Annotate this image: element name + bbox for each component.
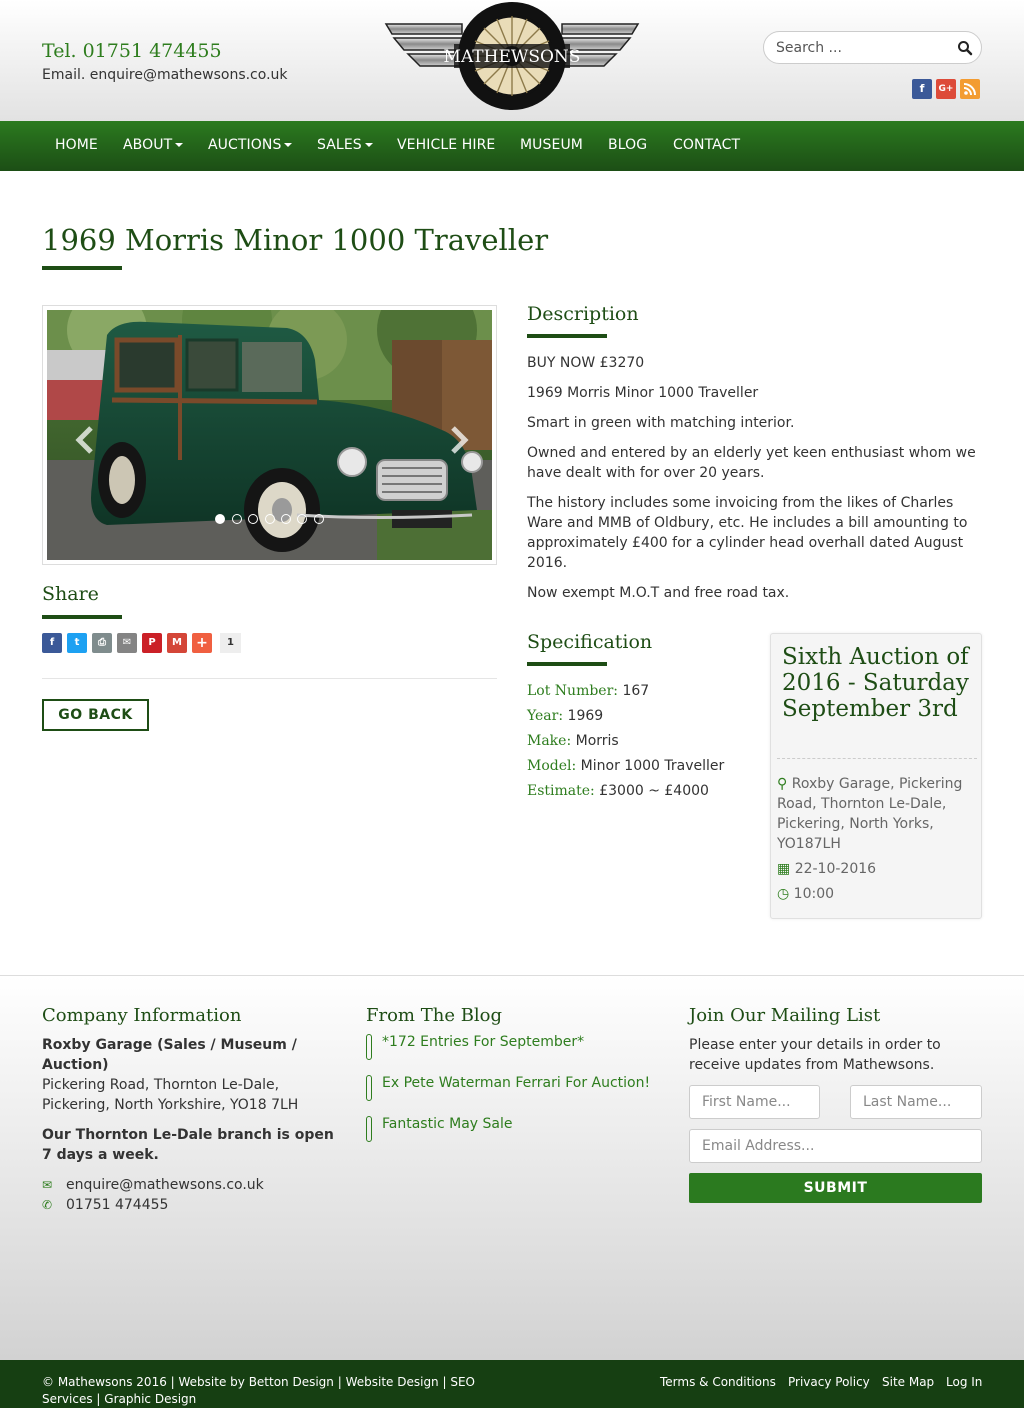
blog-item-marker	[366, 1116, 372, 1142]
clock-icon: ◷	[777, 886, 790, 902]
footer-email-row	[42, 1175, 342, 1195]
nav-home[interactable]	[55, 137, 98, 153]
site-header	[0, 0, 1024, 121]
mailing-list-text: Please enter your details in order to receive updates from Mathewsons.	[689, 1037, 941, 1073]
spec-model	[527, 756, 724, 776]
spec-label: Make:	[527, 733, 572, 749]
auction-time-text: 10:00	[793, 886, 835, 902]
opening-info: Our Thornton Le-Dale branch is open 7 days a week.	[42, 1127, 334, 1163]
page-title: 1969 Morris Minor 1000 Traveller	[42, 223, 549, 257]
description-paragraph: Smart in green with matching interior.	[527, 415, 795, 431]
description-paragraph: Owned and entered by an elderly yet keen enthusiast whom we have dealt with for over 20 years.	[527, 445, 976, 481]
go-back-button[interactable]: GO BACK	[42, 699, 149, 731]
share-print-icon[interactable]: ⎙	[92, 633, 112, 653]
share-facebook-icon[interactable]: f	[42, 633, 62, 653]
spec-year	[527, 706, 603, 726]
nav-blog-label: BLOG	[608, 137, 648, 153]
share-gmail-icon[interactable]: M	[167, 633, 187, 653]
specification-underline	[527, 662, 607, 666]
share-more-icon[interactable]: +	[192, 633, 212, 653]
description-paragraph: The history includes some invoicing from the likes of Charles Ware and MMB of Oldbury, etc. He includes a bill amounting to approximately £400 for a cylinder head overhall dated August 2016.	[527, 495, 968, 571]
first-name-input[interactable]	[689, 1085, 820, 1119]
spec-value: Morris	[575, 733, 619, 749]
spec-label: Estimate:	[527, 783, 595, 799]
auction-location	[777, 774, 977, 854]
spec-lot-number	[527, 681, 649, 701]
envelope-icon: ✉	[42, 1178, 53, 1192]
spec-value: Minor 1000 Traveller	[580, 758, 725, 774]
facebook-icon[interactable]: f	[912, 79, 932, 99]
carousel-prev-button[interactable]	[62, 410, 102, 470]
share-heading: Share	[42, 583, 99, 605]
bottom-bar	[0, 1360, 1024, 1408]
spec-value: 1969	[567, 708, 604, 724]
company-name: Roxby Garage (Sales / Museum / Auction)	[42, 1037, 297, 1073]
auction-info-box	[770, 633, 982, 919]
share-pinterest-icon[interactable]: P	[142, 633, 162, 653]
last-name-input[interactable]	[850, 1085, 982, 1119]
nav-vehicle-hire-label: VEHICLE HIRE	[397, 137, 496, 153]
spec-value: 167	[622, 683, 650, 699]
nav-about-label: ABOUT	[123, 137, 173, 153]
description-paragraph: Now exempt M.O.T and free road tax.	[527, 585, 790, 601]
blog-link[interactable]: Ex Pete Waterman Ferrari For Auction!	[382, 1075, 651, 1091]
blog-item-marker	[366, 1034, 372, 1060]
login-link[interactable]: Log In	[946, 1375, 983, 1389]
nav-blog[interactable]	[608, 137, 647, 153]
copyright-text: © Mathewsons 2016 | Website by Betton Design | Website Design | SEO Services | Graphic Design	[42, 1375, 475, 1406]
spec-make	[527, 731, 619, 751]
carousel-dot-1[interactable]	[215, 514, 225, 524]
caret-down-icon	[284, 143, 292, 147]
title-underline	[42, 266, 122, 270]
auction-separator	[777, 758, 977, 759]
description-price: BUY NOW £3270	[527, 355, 645, 371]
calendar-icon: ▦	[777, 861, 791, 877]
caret-down-icon	[175, 143, 183, 147]
auction-date-text: 22-10-2016	[794, 861, 877, 877]
carousel-dot-5[interactable]	[281, 514, 291, 524]
main-navigation	[0, 121, 1024, 171]
share-twitter-icon[interactable]: t	[67, 633, 87, 653]
auction-date	[777, 859, 977, 879]
nav-vehicle-hire[interactable]	[397, 137, 495, 153]
spec-label: Year:	[527, 708, 564, 724]
nav-museum[interactable]	[520, 137, 583, 153]
phone-icon: ✆	[42, 1198, 53, 1212]
site-footer	[0, 975, 1024, 1360]
auction-title[interactable]: Sixth Auction of 2016 - Saturday September 3rd	[782, 644, 969, 722]
carousel-dot-7[interactable]	[314, 514, 324, 524]
footer-phone-link[interactable]: 01751 474455	[66, 1197, 169, 1213]
header-telephone[interactable]: Tel. 01751 474455	[42, 40, 222, 62]
carousel-next-button[interactable]	[436, 410, 476, 470]
search-box	[763, 31, 982, 64]
terms-link[interactable]: Terms & Conditions	[660, 1375, 776, 1389]
nav-auctions[interactable]	[208, 137, 292, 153]
auction-time	[777, 884, 977, 904]
blog-heading: From The Blog	[366, 1005, 503, 1026]
rss-glyph	[960, 79, 980, 99]
nav-museum-label: MUSEUM	[520, 137, 583, 153]
spec-label: Model:	[527, 758, 577, 774]
submit-button[interactable]: SUBMIT	[689, 1173, 982, 1203]
blog-link[interactable]: *172 Entries For September*	[382, 1034, 585, 1050]
sitemap-link[interactable]: Site Map	[882, 1375, 935, 1389]
nav-sales-label: SALES	[317, 137, 362, 153]
description-heading: Description	[527, 303, 639, 325]
header-email[interactable]: Email. enquire@mathewsons.co.uk	[42, 67, 288, 83]
carousel-dot-4[interactable]	[265, 514, 275, 524]
divider	[42, 678, 497, 679]
caret-down-icon	[365, 143, 373, 147]
email-address-input[interactable]	[689, 1129, 982, 1163]
description-underline	[527, 334, 607, 338]
rss-icon[interactable]	[960, 79, 980, 99]
spec-value: £3000 ~ £4000	[599, 783, 709, 799]
nav-auctions-label: AUCTIONS	[208, 137, 282, 153]
blog-item-marker	[366, 1075, 372, 1101]
share-underline	[42, 615, 122, 619]
carousel-dot-3[interactable]	[248, 514, 258, 524]
specification-heading: Specification	[527, 631, 653, 653]
carousel-dot-2[interactable]	[232, 514, 242, 524]
mailing-list-heading: Join Our Mailing List	[689, 1005, 881, 1026]
nav-home-label: HOME	[55, 137, 98, 153]
map-marker-icon: ⚲	[777, 776, 788, 792]
footer-email-link[interactable]: enquire@mathewsons.co.uk	[66, 1177, 264, 1193]
auction-location-text: Roxby Garage, Pickering Road, Thornton Le-Dale, Pickering, North Yorks, YO187LH	[777, 776, 963, 852]
search-input[interactable]	[776, 38, 946, 58]
nav-contact[interactable]	[673, 137, 740, 153]
nav-contact-label: CONTACT	[673, 137, 741, 153]
company-info-heading: Company Information	[42, 1005, 242, 1026]
google-plus-icon[interactable]: G+	[936, 79, 956, 99]
image-carousel[interactable]	[42, 305, 497, 565]
privacy-link[interactable]: Privacy Policy	[788, 1375, 870, 1389]
spec-estimate	[527, 781, 709, 801]
carousel-dot-6[interactable]	[297, 514, 307, 524]
nav-sales[interactable]	[317, 137, 373, 153]
description-paragraph: 1969 Morris Minor 1000 Traveller	[527, 385, 759, 401]
blog-link[interactable]: Fantastic May Sale	[382, 1116, 513, 1132]
share-count: 1	[220, 633, 241, 653]
share-email-icon[interactable]: ✉	[117, 633, 137, 653]
footer-phone-row	[42, 1195, 342, 1215]
spec-label: Lot Number:	[527, 683, 618, 699]
nav-about[interactable]	[123, 137, 183, 153]
logo-text: MATHEWSONS	[443, 47, 581, 67]
company-address: Pickering Road, Thornton Le-Dale, Pickering, North Yorkshire, YO18 7LH	[42, 1077, 299, 1113]
mathewsons-logo[interactable]	[384, 0, 640, 114]
search-icon[interactable]	[957, 40, 973, 56]
